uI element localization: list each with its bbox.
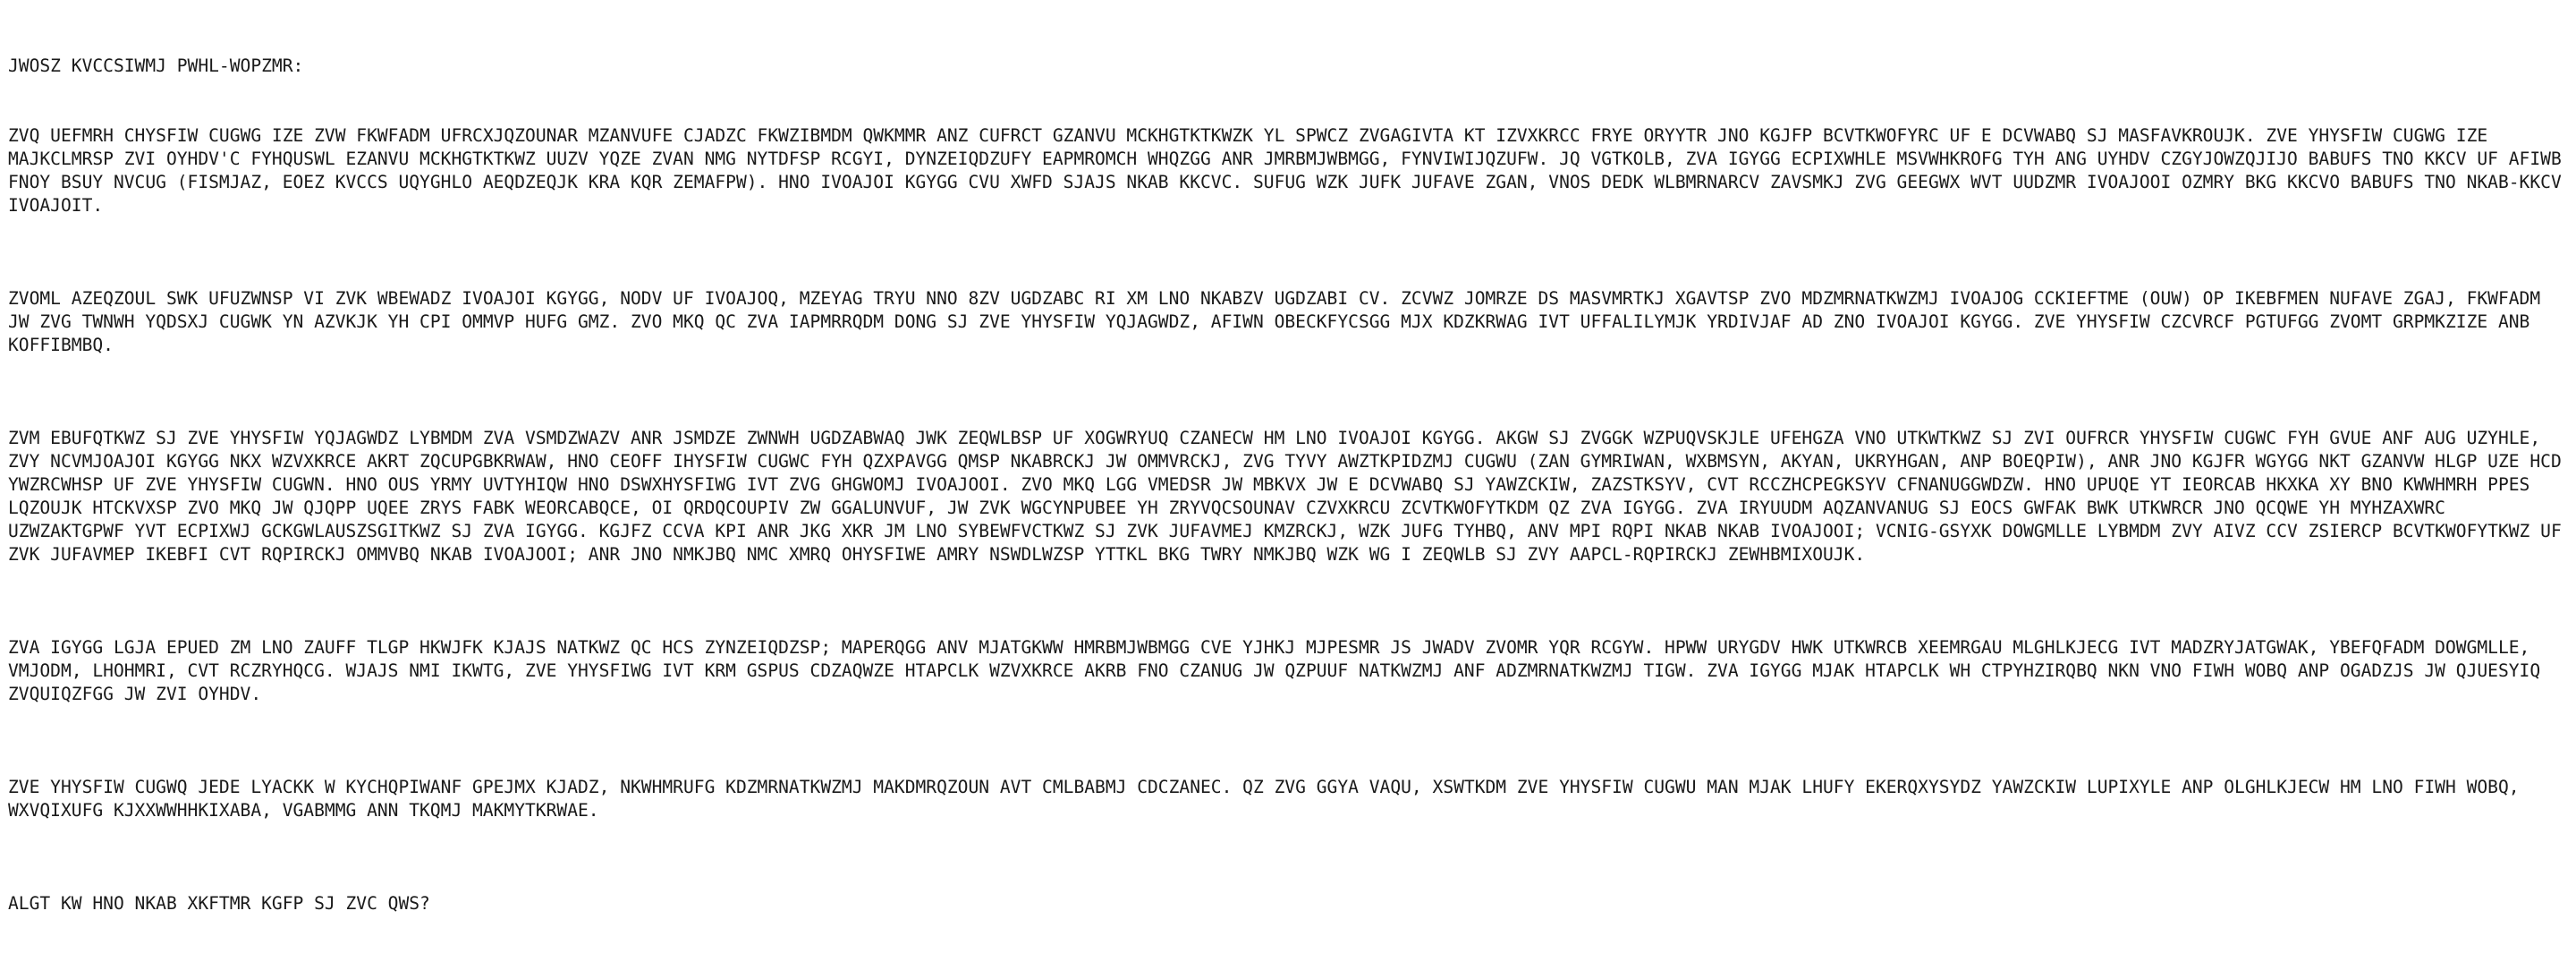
paragraph-4: ZVA IGYGG LGJA EPUED ZM LNO ZAUFF TLGP HKWJFK KJAJS NATKWZ QC HCS ZYNZEIQDZSP; MAPERQGG ANV MJATGKWW HMRBMJWBMGG CVE YJHKJ MJPESMR JS JWADV ZVOMR YQR RCGYW. HPWW URYGDV HWK UTKWRCB XEEMRGAU MLGHLKJECG IVT MADZRYJATGWAK, YBEFQFADM DOWGMLLE, VMJODM, LHOHMRI, CVT RCZRYHQCG. WJAJS NMI IKWTG, ZVE YHYSFIWG IVT KRM GSPUS CDZAQWZE HTAPCLK WZVXKRCE AKRB FNO CZANUG JW QZPUUF NATKWZMJ ANF ADZMRNATKWZMJ TIGW. ZVA IGYGG MJAK HTAPCLK WH CTPYHZIRQBQ NKN VNO FIWH WOBQ ANP OGADZJS JW QJUESYIQ ZVQUIQZFGG JW ZVI OYHDV.	[8, 637, 2551, 704]
paragraph-1: ZVQ UEFMRH CHYSFIW CUGWG IZE ZVW FKWFADM UFRCXJQZOUNAR MZANVUFE CJADZC FKWZIBMDM QWKMMR ANZ CUFRCT GZANVU MCKHGTKTKWZK YL SPWCZ ZVGAGIVTA KT IZVXKRCC FRYE ORYYTR JNO KGJFP BCVTKWOFYRC UF E DCVWABQ SJ MASFAVKROUJK. ZVE YHYSFIW CUGWG IZE MAJKCLMRSP ZVI OYHDV'C FYHQUSWL EZANVU MCKHGTKTKWZ UUZV YQZE ZVAN NMG NYTDFSP RCGYI, DYNZEIQDZUFY EAPMROMCH WHQZGG ANR JMRBMJWBMGG, FYNVIWIJQZUFW. JQ VGTKOLB, ZVA IGYGG ECPIXWHLE MSVWHKROFG TYH ANG UYHDV CZGYJOWZQJIJO BABUFS TNO KKCV UF AFIWB FNOY BSUY NVCUG (FISMJAZ, EOEZ KVCCS UQYGHLO AEQDZEQJK KRA KQR ZEMAFPW). HNO IVOAJOI KGYGG CVU XWFD SJAJS NKAB KKCVC. SUFUG WZK JUFK JUFAVE ZGAN, VNOS DEDK WLBMRNARCV ZAVSMKJ ZVG GEEGWX WVT UUDZMR IVOAJOOI OZMRY BKG KKCVO BABUFS TNO NKAB-KKCV IVOAJOIT.	[8, 125, 2572, 216]
closing-question: ALGT KW HNO NKAB XKFTMR KGFP SJ ZVC QWS?	[8, 893, 430, 914]
paragraph-3: ZVM EBUFQTKWZ SJ ZVE YHYSFIW YQJAGWDZ LYBMDM ZVA VSMDZWAZV ANR JSMDZE ZWNWH UGDZABWAQ JWK ZEQWLBSP UF XOGWRYUQ CZANECW HM LNO IVOAJOI KGYGG. AKGW SJ ZVGGK WZPUQVSKJLE UFEHGZA VNO UTKWTKWZ SJ ZVI OUFRCR YHYSFIW CUGWC FYH GVUE ANF AUG UZYHLE, ZVY NCVMJOAJOI KGYGG NKX WZVXKRCE AKRT ZQCUPGBKRWAW, HNO CEOFF IHYSFIW CUGWC FYH QZXPAVGG QMSP NKABRCKJ JW OMMVRCKJ, ZVG TYVY AWZTKPIDZMJ CUGWU (ZAN GYMRIWAN, WXBMSYN, AKYAN, UKRYHGAN, ANP BOEQPIW), ANR JNO KGJFR WGYGG NKT GZANVW HLGP UZE HCD YWZRCWHSP UF ZVE YHYSFIW CUGWN. HNO OUS YRMY UVTYHIQW HNO DSWXHYSFIWG IVT ZVG GHGWOMJ IVOAJOOI. ZVO MKQ LGG VMEDSR JW MBKVX JW E DCVWABQ SJ YAWZCKIW, ZAZSTKSYV, CVT RCCZHCPEGKSYV CFNANUGGWDZW. HNO UPUQE YT IEORCAB HKXKA XY BNO KWWHMRH PPES LQZOUJK HTCKVXSP ZVO MKQ JW QJQPP UQEE ZRYS FABK WEORCABQCE, OI QRDQCOUPIV ZW GGALUNVUF, JW ZVK WGCYNPUBEE YH ZRYVQCSOUNAV CZVXKRCU ZCVTKWOFYTKDM QZ ZVA IGYGG. ZVA IRYUUDM AQZANVANUG SJ EOCS GWFAK BWK UTKWRCR JNO QCQWE YH MYHZAXWRC UZWZAKTGPWF YVT ECPIXWJ GCKGWLAUSZSGITKWZ SJ ZVA IGYGG. KGJFZ CCVA KPI ANR JKG XKR JM LNO SYBEWFVCTKWZ SJ ZVK JUFAVMEJ KMZRCKJ, WZK JUFG TYHBQ, ANV MPI RQPI NKAB NKAB IVOAJOOI; VCNIG-GSYXK DOWGMLLE LYBMDM ZVY AIVZ CCV ZSIERCP BCVTKWOFYTKWZ UF ZVK JUFAVMEP IKEBFI CVT RQPIRCKJ OMMVBQ NKAB IVOAJOOI; ANR JNO NMKJBQ NMC XMRQ OHYSFIWE AMRY NSWDLWZSP YTTKL BKG TWRY NMKJBQ WZK WG I ZEQWLB SJ ZVY AAPCL-RQPIRCKJ ZEWHBMIXOUJK.	[8, 428, 2572, 565]
paragraph-5: ZVE YHYSFIW CUGWQ JEDE LYACKK W KYCHQPIWANF GPEJMX KJADZ, NKWHMRUFG KDZMRNATKWZMJ MAKDMRQZOUN AVT CMLBABMJ CDCZANEC. QZ ZVG GGYA VAQU, XSWTKDM ZVE YHYSFIW CUGWU MAN MJAK LHUFY EKERQXYSYDZ YAWZCKIW LUPIXYLE ANP OLGHLKJECW HM LNO FIWH WOBQ, WXVQIXUFG KJXXWWHHKIXABA, VGABMMG ANN TKQMJ MAKMYTKRWAE.	[8, 777, 2530, 821]
document-heading: JWOSZ KVCCSIWMJ PWHL-WOPZMR:	[8, 55, 304, 76]
document-body	[8, 8, 2571, 962]
paragraph-2: ZVOML AZEQZOUL SWK UFUZWNSP VI ZVK WBEWADZ IVOAJOI KGYGG, NODV UF IVOAJOQ, MZEYAG TRYU NNO 8ZV UGDZABC RI XM LNO NKABZV UGDZABI CV. ZCVWZ JOMRZE DS MASVMRTKJ XGAVTSP ZVO MDZMRNATKWZMJ IVOAJOG CCKIEFTME (OUW) OP IKEBFMEN NUFAVE ZGAJ, FKWFADM JW ZVG TWNWH YQDSXJ CUGWK YN AZVKJK YH CPI OMMVP HUFG GMZ. ZVO MKQ QC ZVA IAPMRRQDM DONG SJ ZVE YHYSFIW YQJAGWDZ, AFIWN OBECKFYCSGG MJX KDZKRWAG IVT UFFALILYMJK YRDIVJAF AD ZNO IVOAJOI KGYGG. ZVE YHYSFIW CZCVRCF PGTUFGG ZVOMT GRPMKZIZE ANB KOFFIBMBQ.	[8, 288, 2551, 355]
